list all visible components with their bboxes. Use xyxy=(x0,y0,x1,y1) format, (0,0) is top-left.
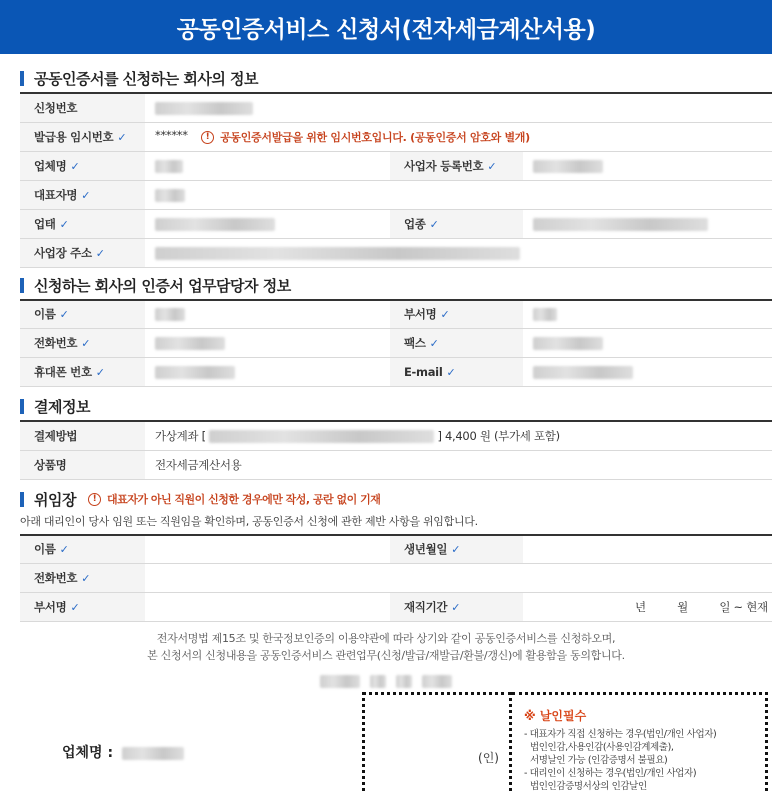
signature-company-label: 업체명 : xyxy=(62,745,114,761)
business-item-label: 업종 ✓ xyxy=(390,209,523,238)
seal-note-line: 서명날인 가능 (인감증명서 불필요) xyxy=(530,755,668,766)
signature-company-value xyxy=(122,747,184,760)
manager-name-label: 이름 ✓ xyxy=(20,300,145,329)
business-type-value[interactable] xyxy=(145,209,390,238)
check-icon: ✓ xyxy=(429,337,439,350)
temp-password-value xyxy=(145,122,772,151)
seal-notes xyxy=(512,692,768,791)
payment-method-label: 결제방법 xyxy=(20,421,145,450)
table-row xyxy=(20,593,772,622)
table-row xyxy=(20,151,772,180)
section-marker xyxy=(20,71,24,86)
application-no-value xyxy=(145,93,772,122)
manager-phone-label: 전화번호 ✓ xyxy=(20,329,145,358)
agreement-line: 전자서명법 제15조 및 한국정보인증의 이용약관에 따라 상기와 같이 공동인증서비스를 신청하오며, xyxy=(156,632,616,645)
delegate-name-field[interactable] xyxy=(145,535,390,564)
table-row xyxy=(20,421,772,450)
virtual-account-prefix: 가상계좌 [ xyxy=(155,428,206,443)
info-circle-icon: ! xyxy=(201,131,214,144)
delegate-employment-field[interactable] xyxy=(523,593,772,622)
manager-section-title xyxy=(0,272,772,299)
delegation-section-title xyxy=(0,486,772,513)
temp-password-text: ****** xyxy=(155,128,188,142)
check-icon: ✓ xyxy=(451,543,461,557)
ceo-name-label: 대표자명 ✓ xyxy=(20,180,145,209)
check-icon: ✓ xyxy=(429,217,439,231)
delegate-department-label: 부서명 ✓ xyxy=(20,593,145,622)
signature-company xyxy=(62,742,184,762)
delegate-phone-field[interactable] xyxy=(145,564,772,593)
table-row xyxy=(20,450,772,479)
table-row xyxy=(20,358,772,387)
address-label: 사업장 주소 ✓ xyxy=(20,238,145,267)
section-marker xyxy=(20,492,24,507)
delegate-birth-label: 생년월일 ✓ xyxy=(390,535,523,564)
section-title-text: 위임장 xyxy=(34,490,76,509)
check-icon: ✓ xyxy=(446,366,456,379)
form-title: 공동인증서비스 신청서(전자세금계산서용) xyxy=(176,16,596,43)
manager-phone-value[interactable] xyxy=(145,329,390,358)
manager-fax-value[interactable] xyxy=(523,329,772,358)
payment-section-title xyxy=(0,393,772,420)
company-name-value[interactable] xyxy=(145,151,390,180)
company-section-title xyxy=(0,65,772,92)
form-header xyxy=(0,0,772,54)
info-circle-icon: ! xyxy=(88,493,101,506)
check-icon: ✓ xyxy=(59,217,69,231)
delegate-birth-field[interactable] xyxy=(523,535,772,564)
check-icon: ✓ xyxy=(451,601,461,614)
application-date xyxy=(0,674,772,690)
check-icon: ✓ xyxy=(59,308,69,322)
product-value: 전자세금계산서용 xyxy=(145,450,772,479)
seal-note-line: 법인인감증명서상의 인감날인 xyxy=(530,781,647,791)
payment-info-table xyxy=(20,420,772,480)
delegate-phone-label: 전화번호 ✓ xyxy=(20,564,145,593)
table-row xyxy=(20,300,772,329)
manager-email-label: E-mail ✓ xyxy=(390,358,523,387)
temp-password-note: ! 공동인증서발급을 위한 임시번호입니다. (공동인증서 암호와 별개) xyxy=(201,129,530,145)
table-row xyxy=(20,329,772,358)
signature-area xyxy=(0,690,772,791)
virtual-account-number xyxy=(209,430,434,443)
manager-name-value[interactable] xyxy=(145,300,390,329)
delegate-employment-label: 재직기간 ✓ xyxy=(390,593,523,622)
check-icon: ✓ xyxy=(59,543,69,557)
table-row xyxy=(20,535,772,564)
manager-email-value[interactable] xyxy=(523,358,772,387)
period-year-label: 년 xyxy=(635,600,646,614)
check-icon: ✓ xyxy=(117,130,127,144)
business-reg-no-label: 사업자 등록번호 ✓ xyxy=(390,151,523,180)
check-icon: ✓ xyxy=(81,188,91,202)
application-no-label: 신청번호 xyxy=(20,93,145,122)
period-day-label: 일 ~ 현재 xyxy=(719,600,768,614)
section-marker xyxy=(20,278,24,293)
check-icon: ✓ xyxy=(95,366,105,379)
seal-note-line: 법인인감,사용인감(사용인감계제출), xyxy=(530,742,674,753)
check-icon: ✓ xyxy=(95,246,105,260)
address-value[interactable] xyxy=(145,238,772,267)
table-row xyxy=(20,209,772,238)
payment-method-value xyxy=(145,421,772,450)
manager-department-label: 부서명 ✓ xyxy=(390,300,523,329)
section-title-text: 신청하는 회사의 인증서 업무담당자 정보 xyxy=(34,276,291,295)
agreement-text xyxy=(0,630,772,664)
seal-note-line: - 대표자가 직접 신청하는 경우(법인/개인 사업자) xyxy=(524,729,717,740)
temp-password-label: 발급용 임시번호 ✓ xyxy=(20,122,145,151)
table-row xyxy=(20,122,772,151)
table-row xyxy=(20,93,772,122)
agreement-line: 본 신청서의 신청내용을 공동인증서비스 관련업무(신청/발급/재발급/환불/갱신)에 활용함을 동의합니다. xyxy=(147,649,625,662)
manager-fax-label: 팩스 ✓ xyxy=(390,329,523,358)
table-row xyxy=(20,180,772,209)
business-item-value[interactable] xyxy=(523,209,772,238)
manager-info-table xyxy=(20,299,772,388)
business-type-label: 업태 ✓ xyxy=(20,209,145,238)
section-title-text: 공동인증서를 신청하는 회사의 정보 xyxy=(34,70,259,88)
manager-department-value[interactable] xyxy=(523,300,772,329)
delegate-name-label: 이름 ✓ xyxy=(20,535,145,564)
check-icon: ✓ xyxy=(70,159,80,173)
manager-mobile-label: 휴대폰 번호 ✓ xyxy=(20,358,145,387)
section-marker xyxy=(20,399,24,414)
delegation-table xyxy=(20,534,772,623)
product-label: 상품명 xyxy=(20,450,145,479)
manager-mobile-value[interactable] xyxy=(145,358,390,387)
seal-mark: (인) xyxy=(478,751,499,765)
check-icon: ✓ xyxy=(81,572,91,585)
company-name-label: 업체명 ✓ xyxy=(20,151,145,180)
company-info-table xyxy=(20,92,772,268)
seal-required-title: ※ 날인필수 xyxy=(524,709,587,723)
business-reg-no-value[interactable] xyxy=(523,151,772,180)
check-icon: ✓ xyxy=(487,159,497,173)
section-title-text: 결제정보 xyxy=(34,398,90,416)
seal-box xyxy=(362,692,512,791)
table-row xyxy=(20,238,772,267)
delegate-department-field[interactable] xyxy=(145,593,390,622)
check-icon: ✓ xyxy=(70,601,80,614)
seal-note-line: - 대리인이 신청하는 경우(법인/개인 사업자) xyxy=(524,768,697,779)
period-month-label: 월 xyxy=(677,600,688,614)
check-icon: ✓ xyxy=(81,337,91,350)
table-row xyxy=(20,564,772,593)
delegation-description: 아래 대리인이 당사 임원 또는 직원임을 확인하며, 공동인증서 신청에 관한 제반 사항을 위임합니다. xyxy=(20,514,478,528)
payment-amount: ] 4,400 원 (부가세 포함) xyxy=(437,428,560,443)
check-icon: ✓ xyxy=(440,308,450,322)
delegation-notice: ! 대표자가 아닌 직원이 신청한 경우에만 작성, 공란 없이 기재 xyxy=(88,491,380,507)
ceo-name-value[interactable] xyxy=(145,180,772,209)
